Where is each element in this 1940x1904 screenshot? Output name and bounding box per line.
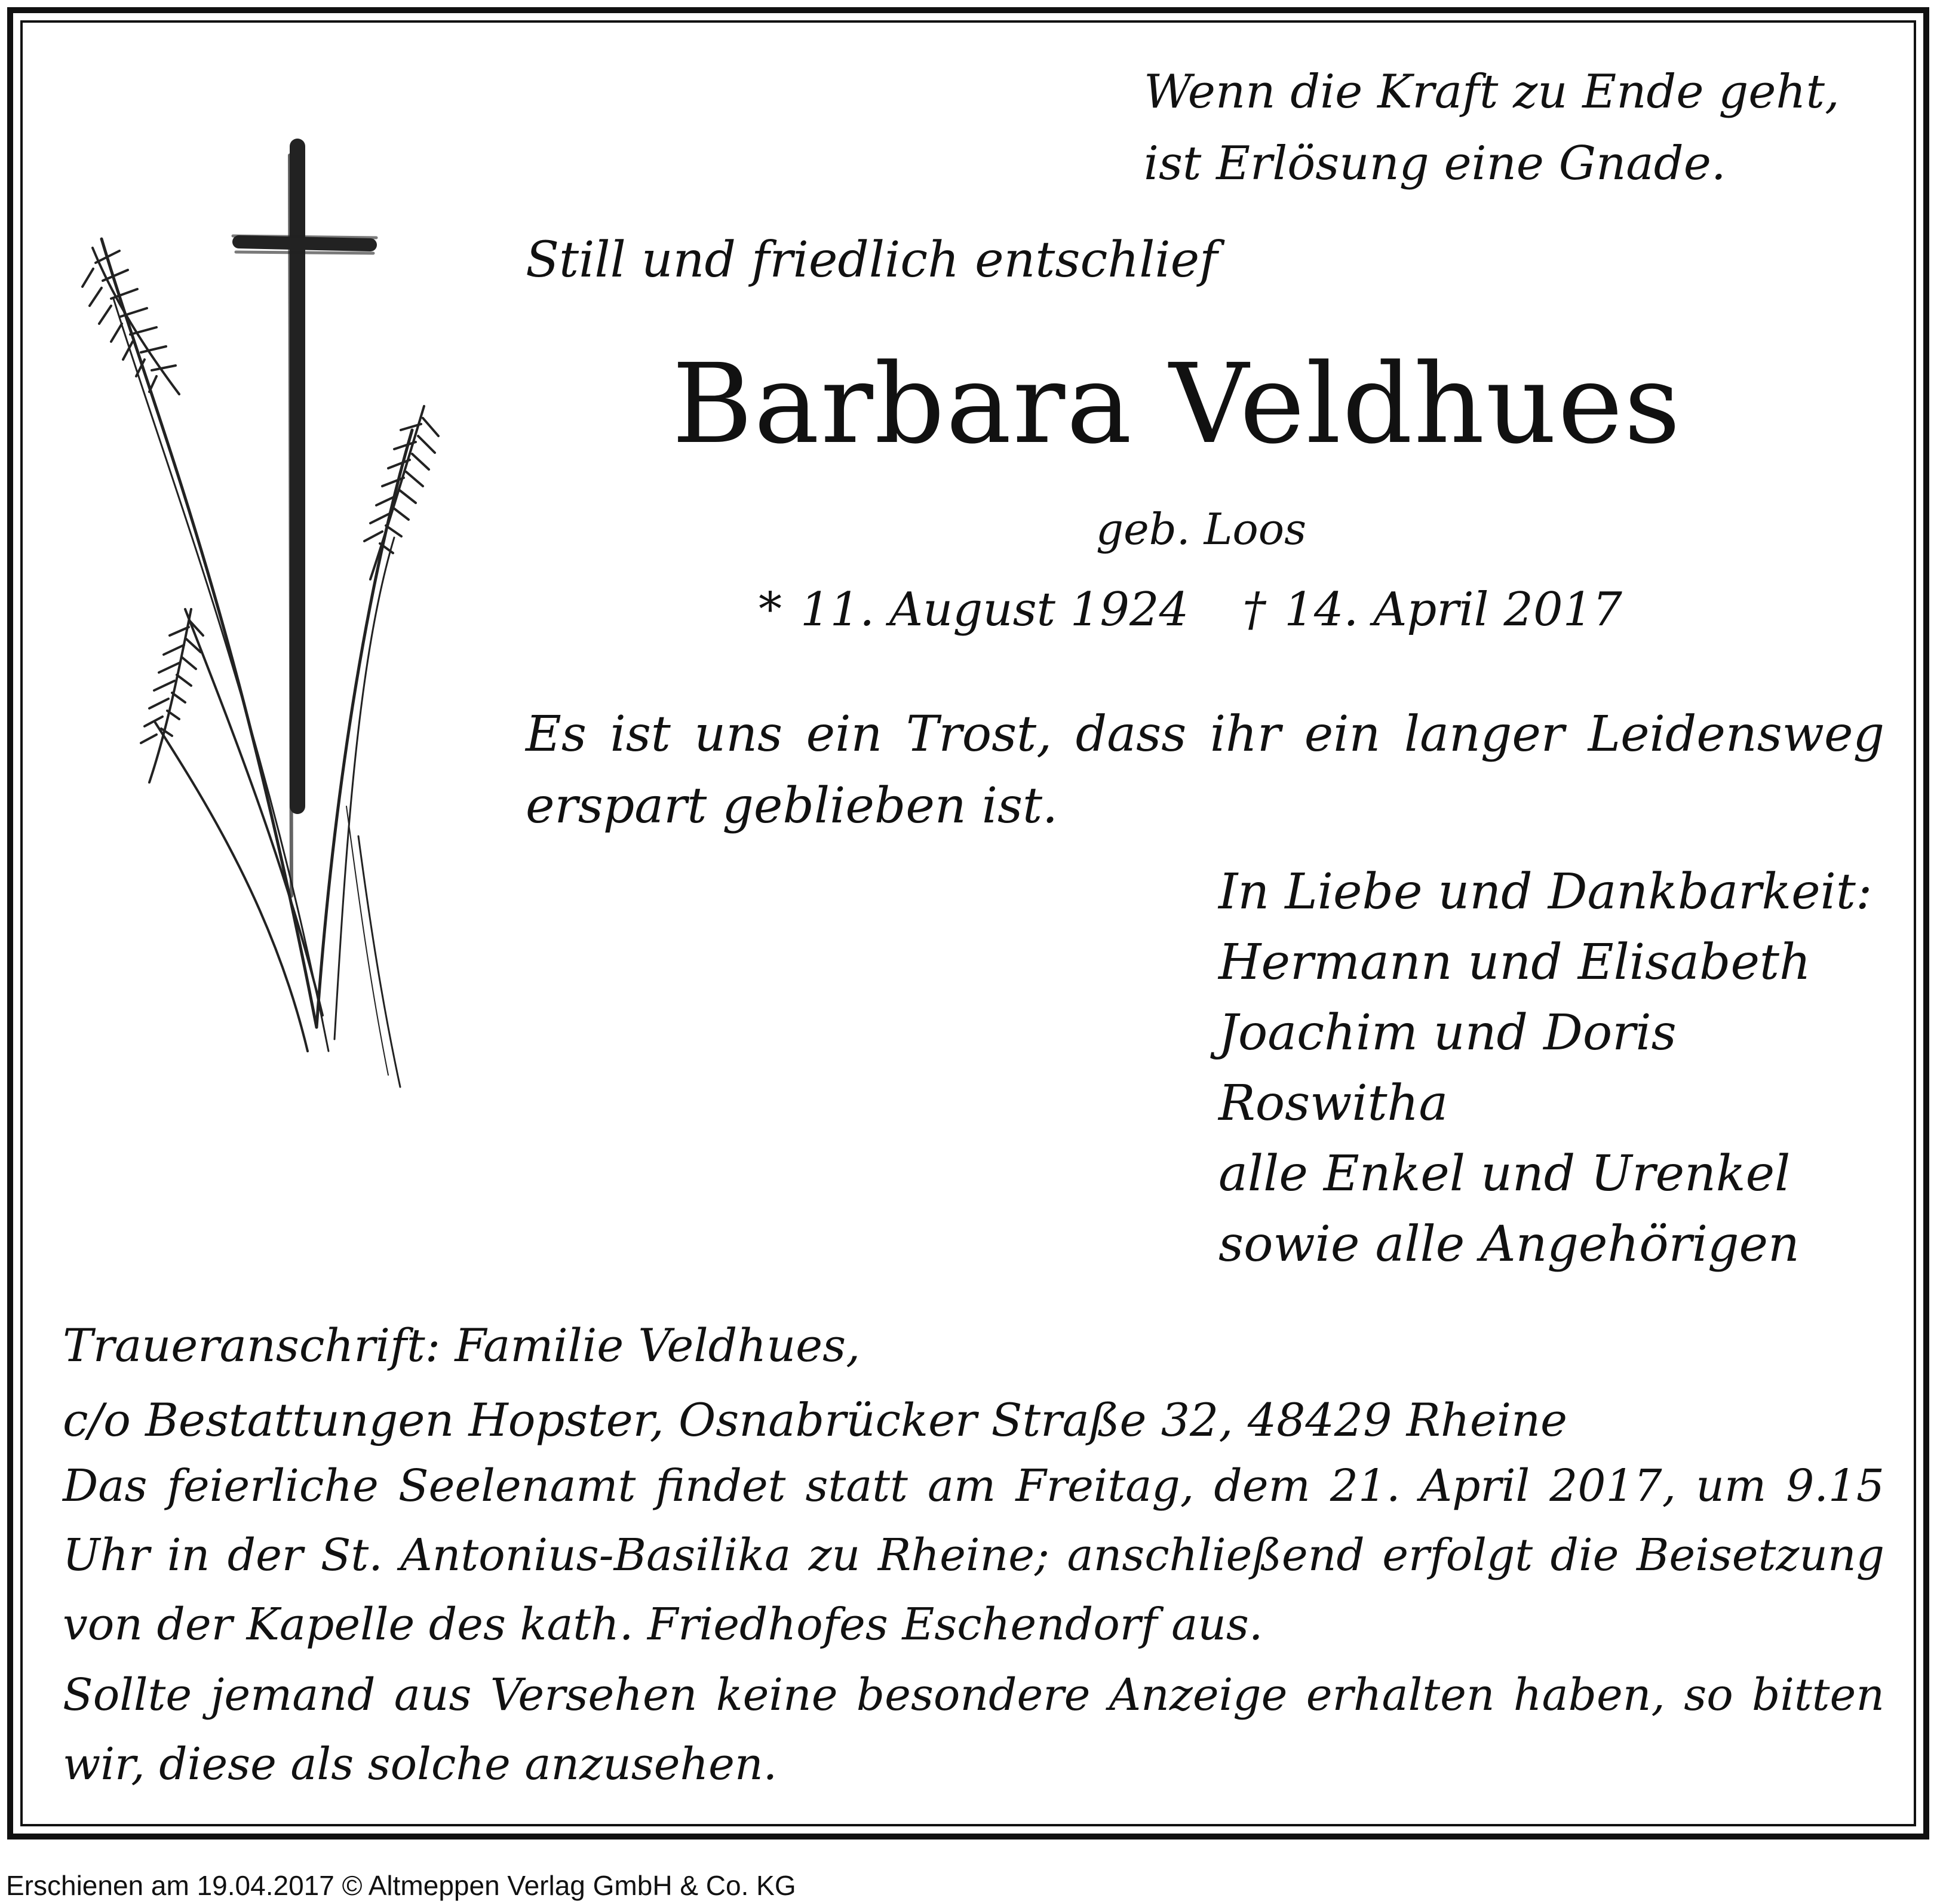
- notice-text: Sollte jemand aus Versehen keine besondere Anzeige erhalten haben, so bitten wir, diese als solche anzusehen.: [63, 1669, 1884, 1790]
- mourner-name: sowie alle Angehörigen: [1218, 1216, 1800, 1273]
- maiden-name: geb. Loos: [1096, 504, 1307, 554]
- birth-date: 11. August 1924: [800, 583, 1189, 637]
- deceased-name: Barbara Veldhues: [672, 340, 1682, 468]
- intro-text: Still und friedlich entschlief: [526, 232, 1218, 288]
- publication-footer: Erschienen am 19.04.2017 © Altmeppen Verlag GmbH & Co. KG: [6, 1870, 796, 1901]
- address-line-1: Traueranschrift: Familie Veldhues,: [63, 1319, 861, 1372]
- mourner-name: Roswitha: [1218, 1075, 1448, 1132]
- death-symbol: †: [1242, 583, 1266, 637]
- birth-symbol: *: [759, 583, 782, 637]
- mourner-name: alle Enkel und Urenkel: [1218, 1146, 1791, 1202]
- mourners-list: [1218, 857, 1872, 1280]
- address-line-2: c/o Bestattungen Hopster, Osnabrücker Straße 32, 48429 Rheine: [63, 1393, 1568, 1447]
- mourner-name: Hermann und Elisabeth: [1218, 934, 1811, 991]
- comfort-text: Es ist uns ein Trost, dass ihr ein langer Leidensweg erspart geblieben ist.: [526, 706, 1884, 834]
- mourners-heading: In Liebe und Dankbarkeit:: [1218, 864, 1873, 920]
- mourning-address: [63, 1308, 1567, 1457]
- verse-line-1: Wenn die Kraft zu Ende geht,: [1144, 65, 1840, 119]
- life-dates: [759, 583, 1622, 637]
- death-date: 14. April 2017: [1284, 583, 1622, 637]
- verse-line-2: ist Erlösung eine Gnade.: [1144, 137, 1726, 191]
- service-text: Das feierliche Seelenamt findet statt am Freitag, dem 21. April 2017, um 9.15 Uhr in der St. Antonius-Basilika zu Rheine; anschließend erfolgt die Beisetzung von der Kapelle des kath. Friedhofes Eschendorf aus.: [63, 1460, 1884, 1650]
- cross-with-wheat-icon: [36, 119, 466, 1123]
- mourner-name: Joachim und Doris: [1218, 1005, 1677, 1061]
